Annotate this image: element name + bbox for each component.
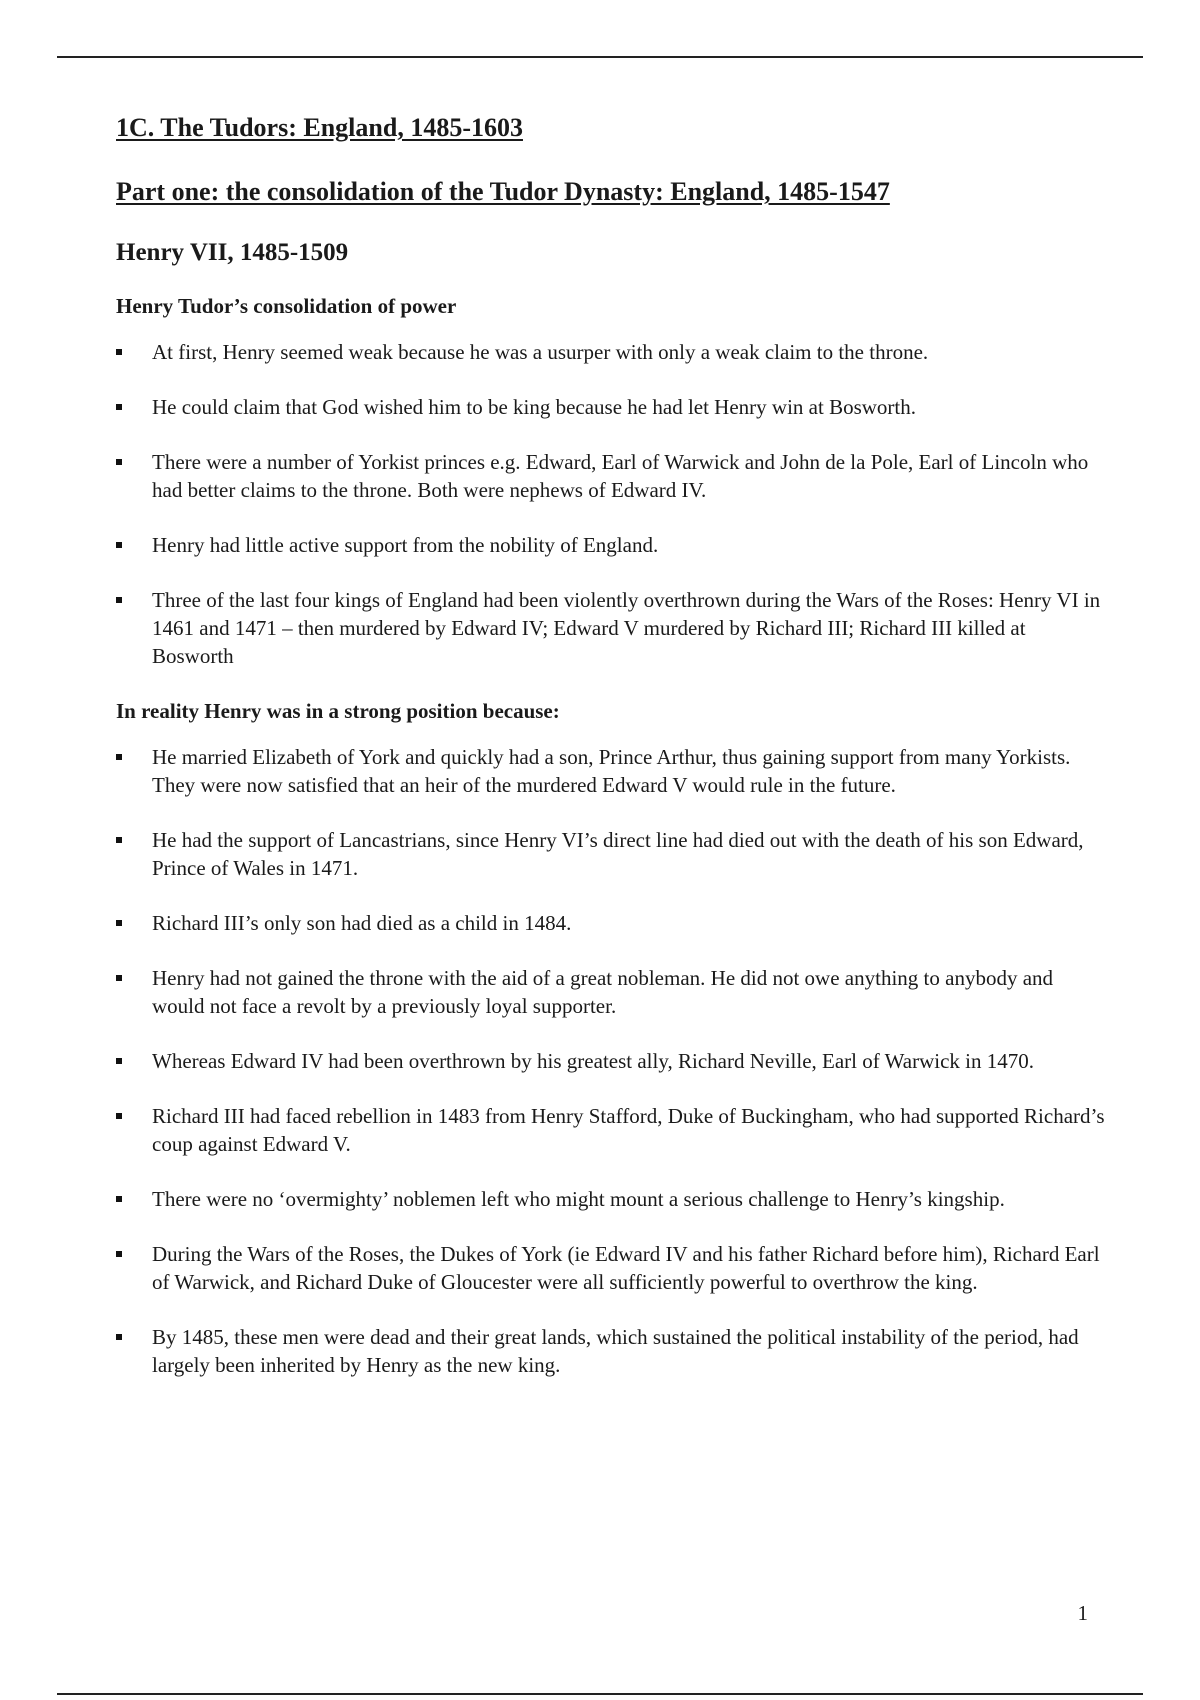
bullet-icon	[116, 1251, 122, 1257]
list-item	[116, 448, 1106, 504]
page-number: 1	[1077, 1601, 1088, 1625]
reign-title: Henry VII, 1485-1509	[116, 239, 349, 266]
list-item-text: Richard III had faced rebellion in 1483 from Henry Stafford, Duke of Buckingham, who had supported Richard’s coup against Edward V.	[152, 1104, 1105, 1156]
header-rule	[57, 56, 1143, 58]
bullet-icon	[116, 975, 122, 981]
list-item-text: He had the support of Lancastrians, since Henry VI’s direct line had died out with the death of his son Edward, Prince of Wales in 1471.	[152, 828, 1084, 880]
list-item-text: He married Elizabeth of York and quickly had a son, Prince Arthur, thus gaining support from many Yorkists. They were now satisfied that an heir of the murdered Edward V would rule in the future.	[152, 745, 1071, 797]
list-item-text: Richard III’s only son had died as a child in 1484.	[152, 911, 572, 935]
bullet-icon	[116, 404, 122, 410]
list-item	[116, 586, 1106, 670]
list-item-text: Whereas Edward IV had been overthrown by his greatest ally, Richard Neville, Earl of Warwick in 1470.	[152, 1049, 1034, 1073]
footer-rule	[57, 1693, 1143, 1695]
list-item-text: By 1485, these men were dead and their great lands, which sustained the political instability of the period, had largely been inherited by Henry as the new king.	[152, 1325, 1079, 1377]
bullet-icon	[116, 754, 122, 760]
list-item	[116, 531, 1106, 559]
bullet-icon	[116, 349, 122, 355]
part-title: Part one: the consolidation of the Tudor Dynasty: England, 1485-1547	[116, 177, 890, 206]
list-item	[116, 338, 1106, 366]
list-item-text: Henry had not gained the throne with the aid of a great nobleman. He did not owe anything to anybody and would not face a revolt by a previously loyal supporter.	[152, 966, 1054, 1018]
bullet-icon	[116, 837, 122, 843]
list-item-text: Henry had little active support from the nobility of England.	[152, 533, 659, 557]
bullet-icon	[116, 1196, 122, 1202]
bullet-icon	[116, 1334, 122, 1340]
bullet-icon	[116, 920, 122, 926]
list-item	[116, 1323, 1106, 1379]
bullet-icon	[116, 597, 122, 603]
bullet-icon	[116, 542, 122, 548]
document-title: 1C. The Tudors: England, 1485-1603	[116, 113, 523, 142]
section-heading-consolidation: Henry Tudor’s consolidation of power	[116, 294, 457, 318]
bullet-icon	[116, 1058, 122, 1064]
list-item-text: During the Wars of the Roses, the Dukes of York (ie Edward IV and his father Richard before him), Richard Earl of Warwick, and Richard Duke of Gloucester were all sufficiently powerful to overthrow the king.	[152, 1242, 1100, 1294]
section-heading-strong-position: In reality Henry was in a strong position because:	[116, 699, 560, 723]
bullet-list-strong-position	[116, 743, 1106, 1379]
list-item	[116, 964, 1106, 1020]
bullet-icon	[116, 1113, 122, 1119]
list-item	[116, 393, 1106, 421]
list-item-text: Three of the last four kings of England had been violently overthrown during the Wars of the Roses: Henry VI in 1461 and 1471 – then murdered by Edward IV; Edward V murdered by Richard III; Richard III killed at Bosworth	[152, 588, 1101, 668]
list-item	[116, 826, 1106, 882]
list-item-text: There were a number of Yorkist princes e.g. Edward, Earl of Warwick and John de la Pole, Earl of Lincoln who had better claims to the throne. Both were nephews of Edward IV.	[152, 450, 1089, 502]
list-item	[116, 909, 1106, 937]
list-item	[116, 1240, 1106, 1296]
bullet-icon	[116, 459, 122, 465]
list-item	[116, 1102, 1106, 1158]
list-item-text: At first, Henry seemed weak because he was a usurper with only a weak claim to the throne.	[152, 340, 929, 364]
page-content	[116, 112, 1106, 1406]
list-item	[116, 743, 1106, 799]
bullet-list-consolidation	[116, 338, 1106, 670]
list-item	[116, 1047, 1106, 1075]
list-item	[116, 1185, 1106, 1213]
list-item-text: He could claim that God wished him to be king because he had let Henry win at Bosworth.	[152, 395, 916, 419]
list-item-text: There were no ‘overmighty’ noblemen left who might mount a serious challenge to Henry’s kingship.	[152, 1187, 1005, 1211]
